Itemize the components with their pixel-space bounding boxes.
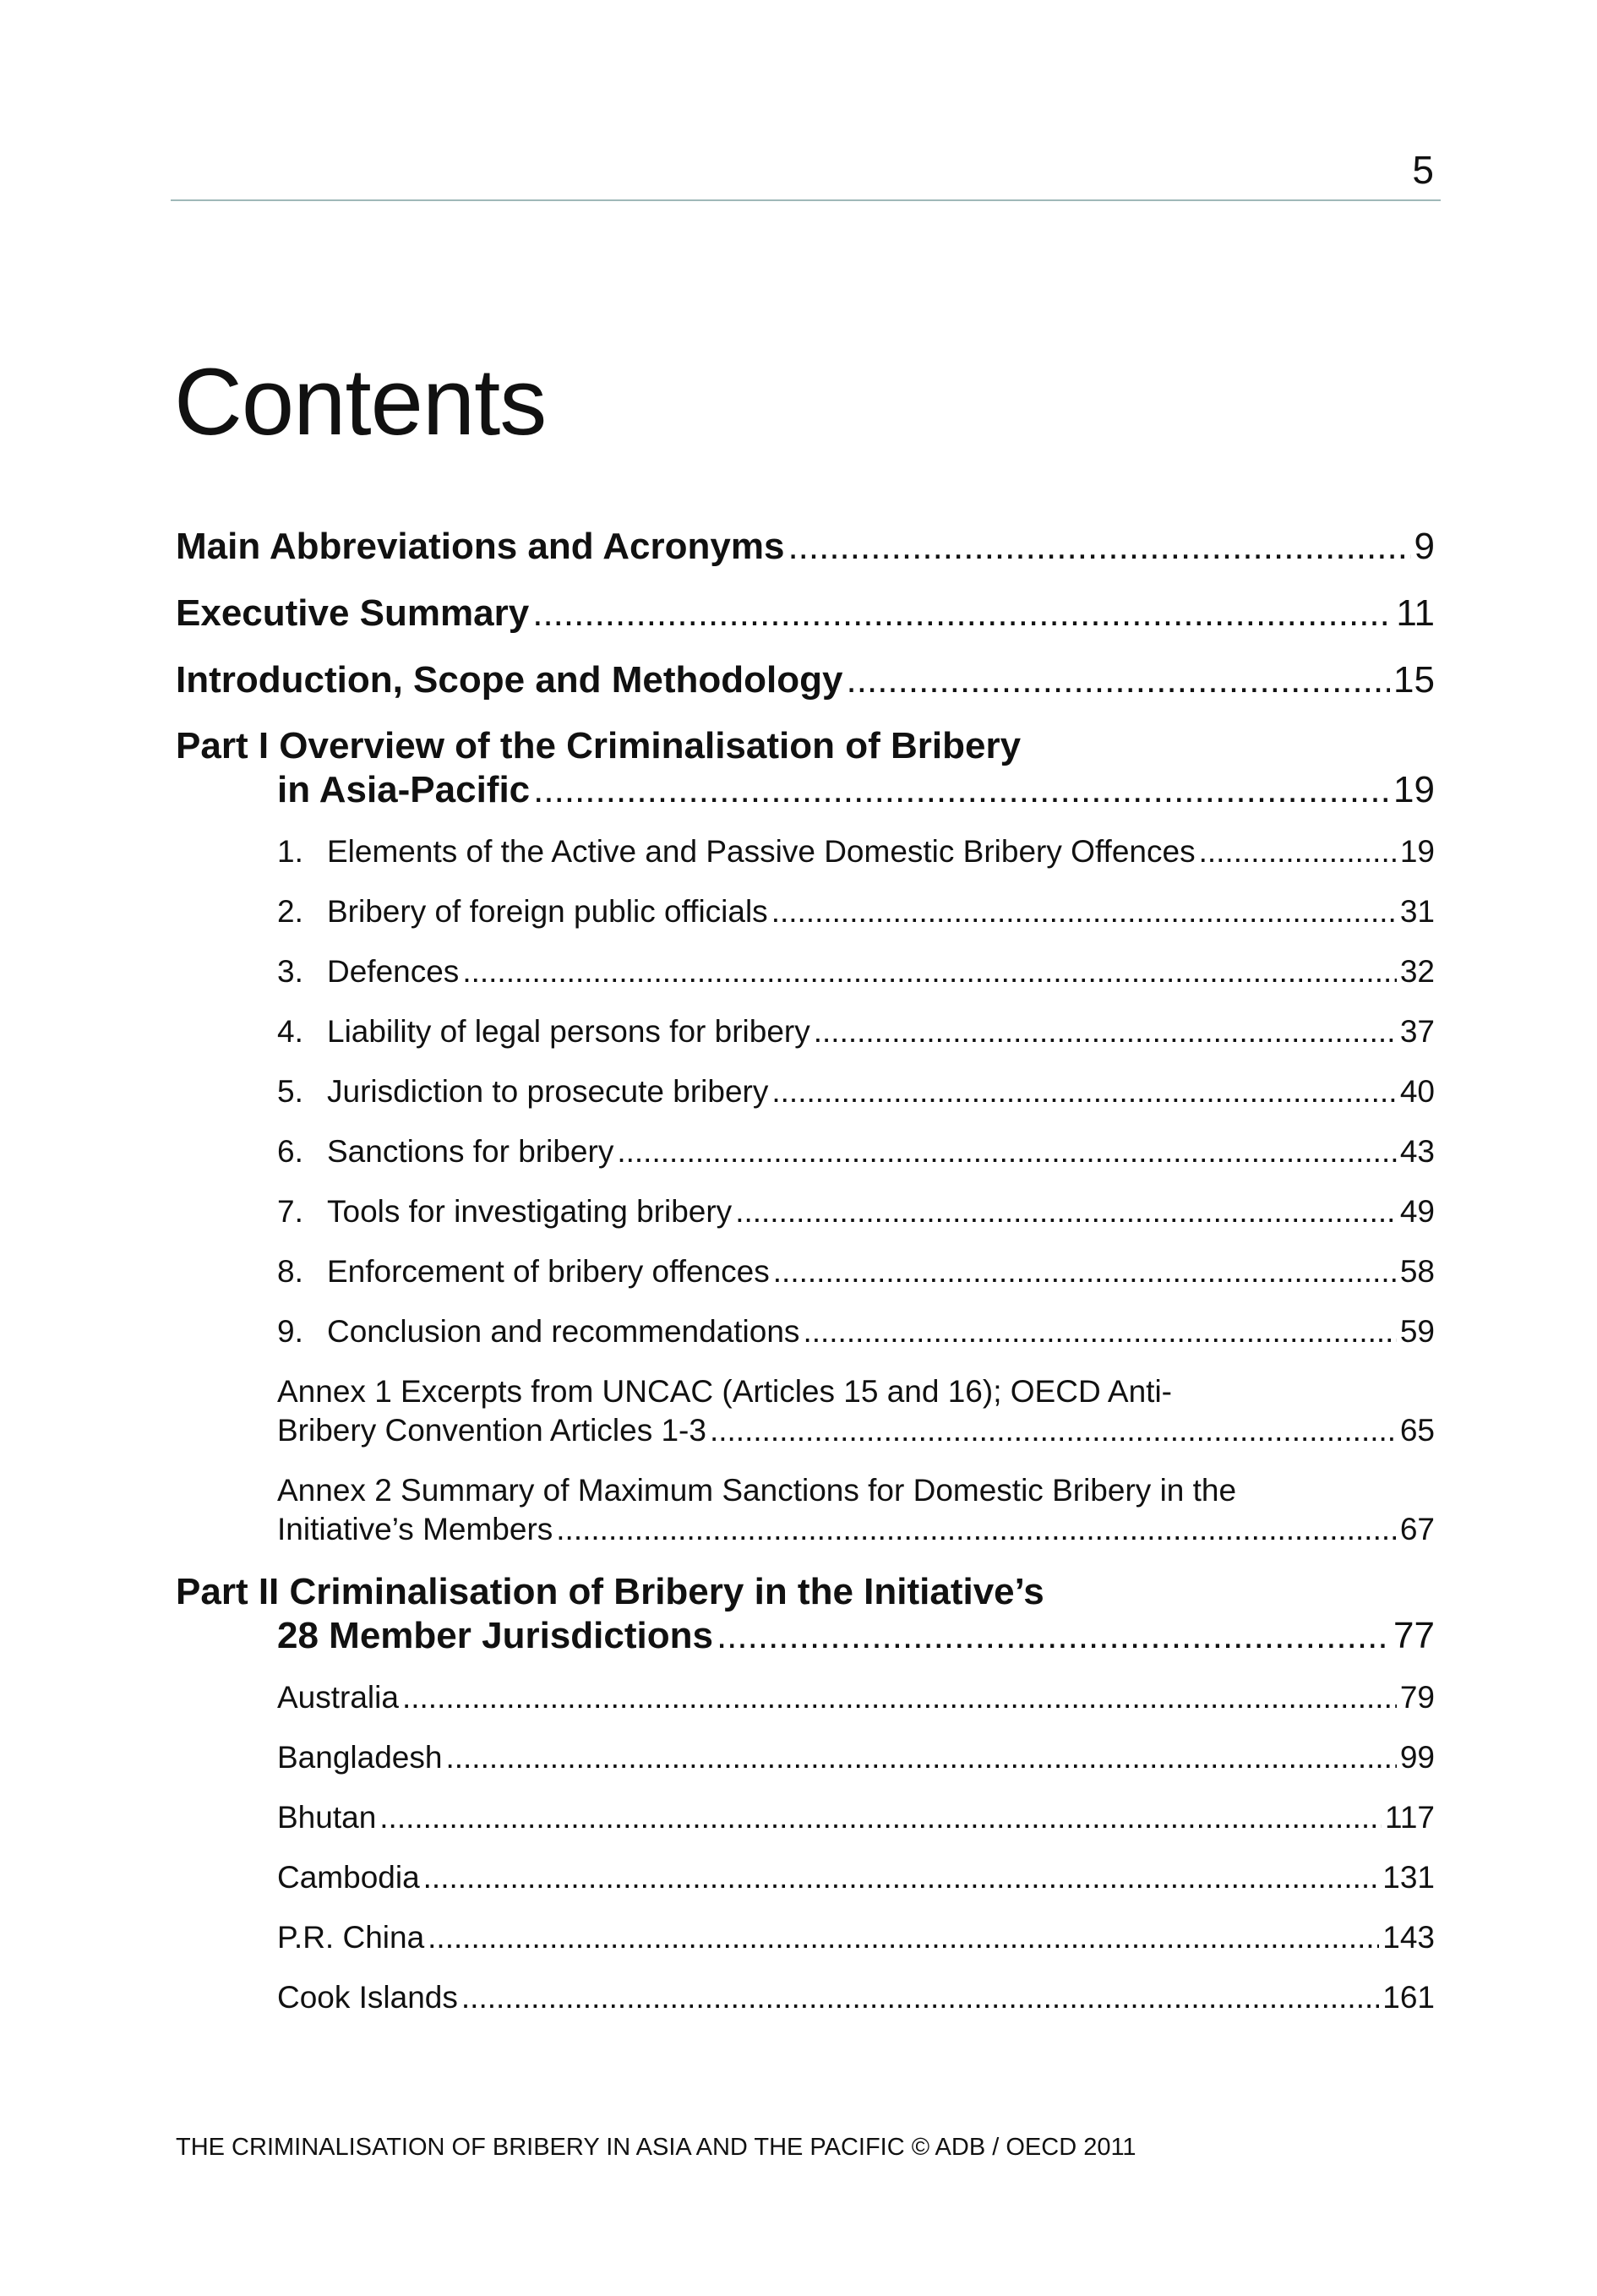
toc-entry-number: 9.	[277, 1314, 303, 1349]
toc-entry-page: 58	[1399, 1254, 1435, 1289]
dot-leader	[788, 524, 1410, 570]
part-heading-line2: 28 Member Jurisdictions	[277, 1615, 713, 1656]
page-number: 5	[1412, 148, 1434, 192]
toc-entry-label: Main Abbreviations and Acronyms	[176, 526, 785, 567]
dot-leader	[556, 1510, 1397, 1549]
toc-country-entry[interactable]	[277, 1858, 1435, 1897]
toc-entry-page: 15	[1393, 659, 1435, 701]
toc-entry-label: Cook Islands	[277, 1980, 458, 2015]
toc-entry-text: Defences	[327, 954, 460, 989]
toc-entry-text: Bribery of foreign public officials	[327, 894, 768, 929]
toc-entry-page: 99	[1399, 1740, 1435, 1775]
table-of-contents	[176, 524, 1435, 2038]
dot-leader	[710, 1411, 1397, 1450]
toc-part-2-countries	[176, 1678, 1435, 2017]
toc-part-1-items	[176, 832, 1435, 1351]
dot-leader	[533, 768, 1390, 812]
toc-entry-number: 2.	[277, 894, 303, 929]
toc-entry-annex-1[interactable]	[277, 1372, 1435, 1450]
toc-entry-number: 7.	[277, 1194, 303, 1229]
toc-entry-page: 37	[1399, 1014, 1435, 1049]
toc-entry-page: 131	[1382, 1860, 1435, 1895]
toc-entry-text: Liability of legal persons for bribery	[327, 1014, 810, 1049]
toc-entry-annex-2[interactable]	[277, 1471, 1435, 1549]
annex-line1: Annex 2 Summary of Maximum Sanctions for Domestic Bribery in the	[277, 1473, 1237, 1508]
toc-entry-text: Sanctions for bribery	[327, 1134, 614, 1169]
toc-entry-page: 117	[1385, 1800, 1435, 1835]
toc-entry-text: Jurisdiction to prosecute bribery	[327, 1074, 769, 1109]
toc-entry-label	[277, 1072, 768, 1111]
toc-entry-number: 4.	[277, 1014, 303, 1049]
toc-entry-executive-summary[interactable]	[176, 591, 1435, 636]
dot-leader	[617, 1132, 1397, 1171]
toc-entry-number: 8.	[277, 1254, 303, 1289]
part-heading-line1: Part II Criminalisation of Bribery in the Initiative’s	[176, 1571, 1044, 1612]
dot-leader	[771, 892, 1397, 931]
toc-entry-page: 19	[1399, 834, 1435, 869]
toc-entry-text: Elements of the Active and Passive Domestic Bribery Offences	[327, 834, 1196, 869]
toc-entry-page: 77	[1393, 1615, 1435, 1656]
toc-entry-page: 143	[1382, 1920, 1435, 1955]
toc-country-entry[interactable]	[277, 1798, 1435, 1837]
toc-entry-label: Executive Summary	[176, 592, 530, 634]
toc-subentry[interactable]	[277, 1072, 1435, 1111]
toc-entry-page: 9	[1414, 526, 1435, 567]
annex-line2-row	[277, 1411, 1435, 1450]
toc-country-entry[interactable]	[277, 1738, 1435, 1777]
annex-line2: Initiative’s Members	[277, 1512, 553, 1546]
toc-entry-label	[277, 1012, 810, 1051]
dot-leader	[423, 1858, 1380, 1897]
annex-line2-row	[277, 1510, 1435, 1549]
part-heading-line1: Part I Overview of the Criminalisation of Bribery	[176, 725, 1022, 766]
dot-leader	[462, 952, 1397, 991]
toc-entry-main-abbreviations[interactable]	[176, 524, 1435, 570]
toc-entry-page: 161	[1382, 1980, 1435, 2015]
dot-leader	[735, 1192, 1397, 1231]
toc-subentry[interactable]	[277, 952, 1435, 991]
toc-entry-label: Bhutan	[277, 1800, 377, 1835]
toc-subentry[interactable]	[277, 1252, 1435, 1291]
toc-entry-text: Enforcement of bribery offences	[327, 1254, 770, 1289]
toc-entry-label	[277, 1132, 613, 1171]
dot-leader	[428, 1918, 1379, 1957]
toc-country-entry[interactable]	[277, 1978, 1435, 2017]
dot-leader	[803, 1312, 1396, 1351]
toc-entry-label: Australia	[277, 1680, 399, 1715]
toc-country-entry[interactable]	[277, 1678, 1435, 1717]
toc-subentry[interactable]	[277, 1132, 1435, 1171]
toc-subentry[interactable]	[277, 892, 1435, 931]
toc-entry-text: Tools for investigating bribery	[327, 1194, 733, 1229]
toc-entry-label	[277, 892, 768, 931]
part-heading-line2: in Asia-Pacific	[277, 769, 531, 810]
toc-entry-page: 40	[1399, 1074, 1435, 1109]
dot-leader	[402, 1678, 1397, 1717]
toc-entry-label	[277, 832, 1196, 871]
annex-line2: Bribery Convention Articles 1-3	[277, 1413, 706, 1448]
toc-subentry[interactable]	[277, 1192, 1435, 1231]
dot-leader	[445, 1738, 1396, 1777]
dot-leader	[771, 1072, 1396, 1111]
toc-entry-label: Cambodia	[277, 1860, 420, 1895]
part-heading-line2-row	[176, 1614, 1435, 1658]
toc-entry-label: Introduction, Scope and Methodology	[176, 659, 843, 701]
toc-entry-label: P.R. China	[277, 1920, 425, 1955]
toc-part-1-heading[interactable]	[176, 724, 1435, 812]
header-rule	[171, 199, 1441, 201]
dot-leader	[461, 1978, 1379, 2017]
toc-subentry[interactable]	[277, 832, 1435, 871]
toc-entry-page: 49	[1399, 1194, 1435, 1229]
part-heading-line2-row	[176, 768, 1435, 812]
dot-leader	[773, 1252, 1397, 1291]
dot-leader	[717, 1614, 1390, 1658]
toc-entry-number: 5.	[277, 1074, 303, 1109]
dot-leader	[814, 1012, 1397, 1051]
toc-subentry[interactable]	[277, 1312, 1435, 1351]
toc-entry-page: 79	[1399, 1680, 1435, 1715]
toc-entry-page: 31	[1399, 894, 1435, 929]
page-footer: THE CRIMINALISATION OF BRIBERY IN ASIA AND THE PACIFIC © ADB / OECD 2011	[176, 2134, 1136, 2161]
dot-leader	[532, 591, 1393, 636]
toc-entry-page: 32	[1399, 954, 1435, 989]
toc-entry-introduction[interactable]	[176, 657, 1435, 703]
toc-entry-page: 59	[1399, 1314, 1435, 1349]
toc-entry-label	[277, 952, 459, 991]
toc-entry-page: 65	[1399, 1413, 1435, 1448]
toc-country-entry[interactable]	[277, 1918, 1435, 1957]
toc-entry-number: 3.	[277, 954, 303, 989]
toc-entry-label	[277, 1192, 732, 1231]
toc-entry-page: 43	[1399, 1134, 1435, 1169]
toc-entry-label	[277, 1312, 799, 1351]
toc-part-2-heading[interactable]	[176, 1570, 1435, 1658]
toc-entry-page: 11	[1396, 592, 1435, 634]
toc-subentry[interactable]	[277, 1012, 1435, 1051]
toc-entry-label	[277, 1252, 770, 1291]
dot-leader	[379, 1798, 1382, 1837]
toc-entry-number: 1.	[277, 834, 303, 869]
toc-entry-text: Conclusion and recommendations	[327, 1314, 800, 1349]
page-title: Contents	[174, 349, 547, 455]
toc-entry-page: 19	[1393, 769, 1435, 810]
dot-leader	[1199, 832, 1397, 871]
toc-entry-page: 67	[1399, 1512, 1435, 1546]
dot-leader	[847, 657, 1391, 703]
toc-entry-label: Bangladesh	[277, 1740, 443, 1775]
annex-line1: Annex 1 Excerpts from UNCAC (Articles 15 and 16); OECD Anti-	[277, 1374, 1172, 1409]
toc-entry-number: 6.	[277, 1134, 303, 1169]
